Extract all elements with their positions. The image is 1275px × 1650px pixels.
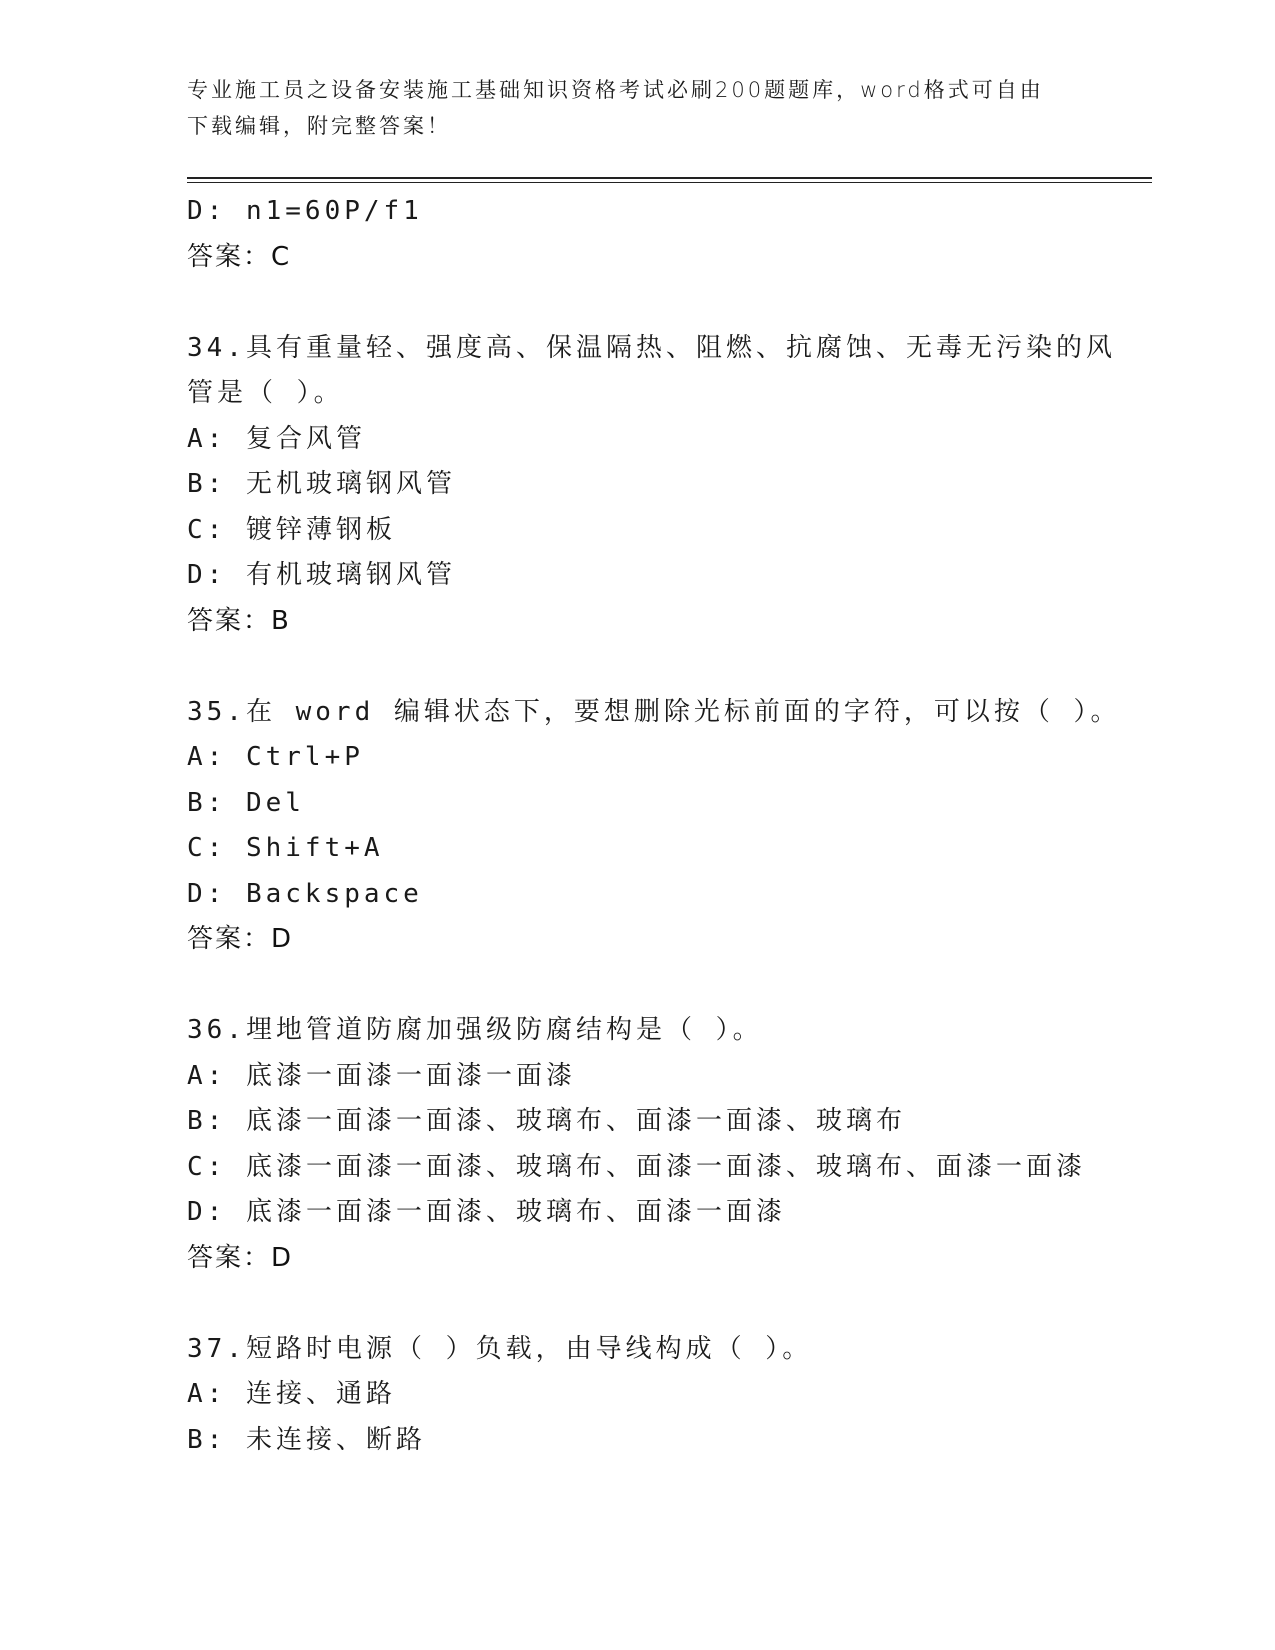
spacer <box>187 644 1147 690</box>
answer-line: 答案：C <box>187 241 292 272</box>
question-line: 35.在 word 编辑状态下，要想删除光标前面的字符，可以按（ ）。 <box>187 696 1121 727</box>
question-line: D: 有机玻璃钢风管 <box>187 560 456 590</box>
question-line: C: 镀锌薄钢板 <box>187 514 396 545</box>
header-rule-thick <box>187 177 1152 179</box>
document-body <box>187 189 1147 1463</box>
question-line: D: 底漆一面漆一面漆、玻璃布、面漆一面漆 <box>187 1197 786 1227</box>
spacer <box>187 1281 1147 1327</box>
answer-line: 答案：D <box>187 924 294 954</box>
question-line: 37.短路时电源（ ）负载，由导线构成（ ）。 <box>187 1333 813 1364</box>
question-line: B: 底漆一面漆一面漆、玻璃布、面漆一面漆、玻璃布 <box>187 1106 906 1136</box>
question-line: B: 无机玻璃钢风管 <box>187 469 456 499</box>
header-rule-thin <box>187 182 1152 183</box>
question-line: C: Shift+A <box>187 833 384 863</box>
question-line: 36.埋地管道防腐加强级防腐结构是（ ）。 <box>187 1015 763 1045</box>
question-line: A: Ctrl+P <box>187 742 364 772</box>
question-line: A: 底漆一面漆一面漆一面漆 <box>187 1060 576 1091</box>
question-line: 34.具有重量轻、强度高、保温隔热、阻燃、抗腐蚀、无毒无污染的风 <box>187 332 1116 363</box>
question-line: 管是（ ）。 <box>187 378 344 408</box>
question-line: A: 连接、通路 <box>187 1379 396 1409</box>
spacer <box>187 280 1147 326</box>
question-line: B: 未连接、断路 <box>187 1424 426 1455</box>
page-header: 专业施工员之设备安装施工基础知识资格考试必刷200题题库，word格式可自由下载编辑，附完整答案！ <box>187 78 1044 138</box>
answer-line: 答案：D <box>187 1242 294 1273</box>
question-line: B: Del <box>187 787 305 818</box>
spacer <box>187 963 1147 1009</box>
question-line: A: 复合风管 <box>187 423 366 454</box>
question-line: D: n1=60P/f1 <box>187 196 423 226</box>
answer-line: 答案：B <box>187 605 291 636</box>
question-line: D: Backspace <box>187 878 423 909</box>
question-line: C: 底漆一面漆一面漆、玻璃布、面漆一面漆、玻璃布、面漆一面漆 <box>187 1151 1086 1182</box>
